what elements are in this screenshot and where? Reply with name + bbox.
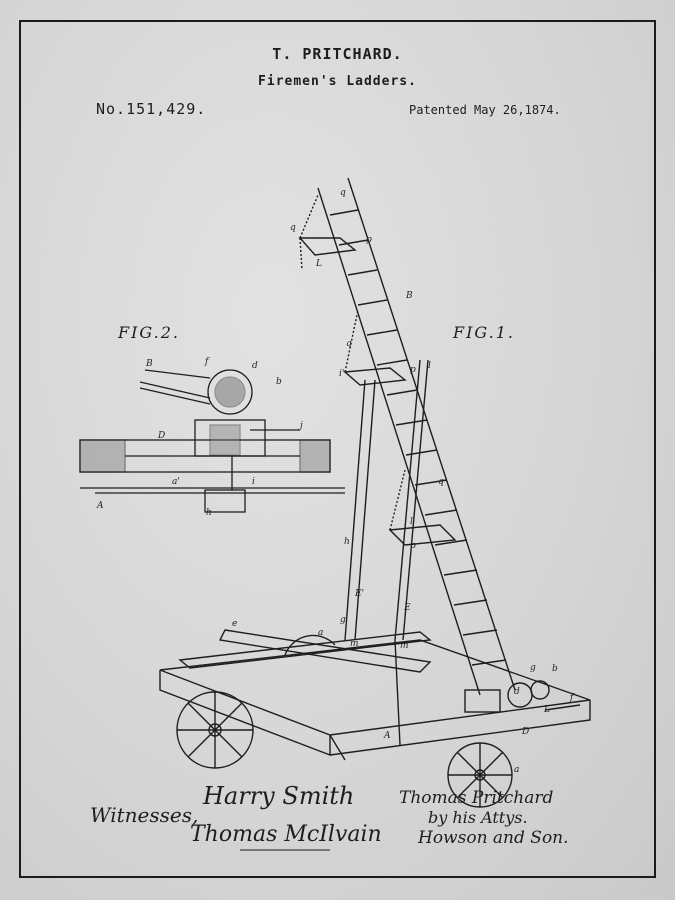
inventor-name: T. PRITCHARD. [272, 45, 403, 63]
svg-text:q: q [346, 339, 352, 349]
svg-text:q: q [438, 477, 444, 487]
attorney-signature: Howson and Son. [418, 828, 569, 848]
svg-text:L: L [316, 259, 322, 269]
ladder-rail-right [348, 178, 515, 690]
fig1-labels [232, 188, 575, 775]
svg-text:i: i [252, 477, 255, 487]
svg-text:a: a [318, 628, 324, 638]
svg-text:D: D [522, 727, 530, 737]
svg-text:b: b [276, 377, 282, 387]
svg-text:a: a [514, 765, 520, 775]
svg-text:A: A [97, 501, 104, 511]
attorney-line: by his Attys. [428, 808, 528, 827]
inventor-signature: Thomas Pritchard [399, 788, 554, 808]
svg-text:p: p [366, 235, 372, 245]
patent-date: Patented May 26,1874. [409, 103, 561, 117]
svg-text:f: f [570, 693, 574, 703]
svg-text:D: D [158, 431, 166, 441]
witness-signature-2: Thomas McIlvain [190, 822, 382, 847]
fig1-label: FIG.1. [453, 323, 515, 342]
svg-text:i': i' [339, 369, 345, 379]
fig2-labels [96, 357, 303, 518]
svg-text:B: B [406, 291, 413, 301]
svg-text:E: E [404, 603, 411, 613]
svg-text:g: g [530, 663, 536, 673]
svg-text:m: m [350, 639, 359, 649]
svg-text:A: A [384, 731, 391, 741]
svg-text:g: g [340, 615, 346, 625]
svg-text:l: l [428, 361, 431, 371]
svg-text:m: m [400, 641, 409, 651]
svg-text:h: h [206, 508, 212, 518]
svg-text:d: d [252, 361, 258, 371]
fig2-drawing [80, 370, 345, 512]
svg-text:h: h [344, 537, 350, 547]
witnesses-label: Witnesses, [90, 803, 199, 827]
svg-text:q: q [290, 223, 296, 233]
svg-text:l': l' [410, 517, 416, 527]
patent-number: No.151,429. [96, 100, 207, 118]
fig1-base-gear [508, 683, 532, 707]
svg-text:p: p [410, 365, 416, 375]
svg-text:f: f [205, 357, 209, 367]
patent-title: Firemen's Ladders. [258, 74, 417, 89]
svg-text:a': a' [172, 477, 180, 487]
svg-text:e: e [232, 619, 238, 629]
svg-text:L: L [544, 705, 550, 715]
svg-text:b: b [552, 664, 558, 674]
svg-text:q: q [340, 188, 346, 198]
svg-text:E': E' [355, 589, 365, 599]
svg-text:B: B [146, 359, 153, 369]
svg-text:j: j [300, 421, 303, 431]
svg-text:p: p [410, 541, 416, 551]
fig2-label: FIG.2. [118, 323, 180, 342]
svg-text:d: d [514, 687, 520, 697]
witness-signature-1: Harry Smith [203, 782, 355, 810]
